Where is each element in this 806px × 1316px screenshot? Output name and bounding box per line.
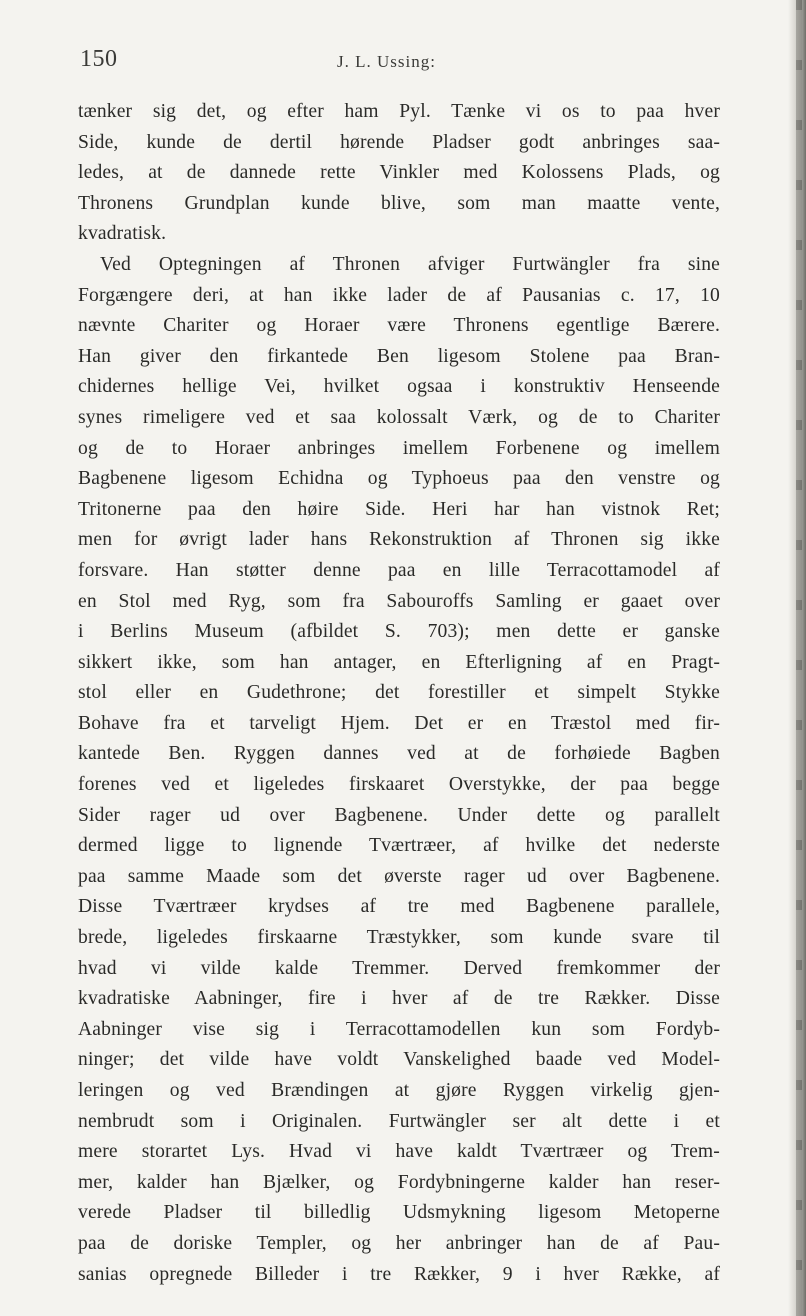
text-line: Disse Tværtræer krydses af tre med Bagbenene parallele,: [78, 896, 720, 918]
text-line: nævnte Chariter og Horaer være Thronens egentlige Bærere.: [78, 315, 720, 337]
text-line: chidernes hellige Vei, hvilket ogsaa i konstruktiv Henseende: [78, 376, 720, 398]
text-line: Bohave fra et tarveligt Hjem. Det er en Træstol med fir-: [78, 712, 720, 734]
text-line: nembrudt som i Originalen. Furtwängler ser alt dette i et: [78, 1110, 720, 1132]
text-line: ninger; det vilde have voldt Vanskelighed baade ved Model-: [78, 1049, 720, 1071]
text-line: paa samme Maade som det øverste rager ud over Bagbenene.: [78, 865, 720, 887]
text-line: og de to Horaer anbringes imellem Forbenene og imellem: [78, 437, 720, 459]
text-line: kvadratiske Aabninger, fire i hver af de tre Rækker. Disse: [78, 988, 720, 1010]
text-line: hvad vi vilde kalde Tremmer. Derved fremkommer der: [78, 957, 720, 979]
text-line: forsvare. Han støtter denne paa en lille Terracottamodel af: [78, 559, 720, 581]
text-line: verede Pladser til billedlig Udsmykning ligesom Metoperne: [78, 1202, 720, 1224]
text-line: en Stol med Ryg, som fra Sabouroffs Samling er gaaet over: [78, 590, 720, 612]
text-line: leringen og ved Brændingen at gjøre Ryggen virkelig gjen-: [78, 1080, 720, 1101]
text-line: synes rimeligere ved et saa kolossalt Værk, og de to Chariter: [78, 406, 720, 428]
text-line: ledes, at de dannede rette Vinkler med Kolossens Plads, og: [78, 162, 720, 184]
text-line: Thronens Grundplan kunde blive, som man maatte vente,: [78, 192, 720, 214]
scan-edge-shadow: [796, 0, 802, 1316]
text-line: men for øvrigt lader hans Rekonstruktion af Thronen sig ikke: [78, 529, 720, 551]
text-line: Tritonerne paa den høire Side. Heri har han vistnok Ret;: [78, 498, 720, 520]
text-line: i Berlins Museum (afbildet S. 703); men dette er ganske: [78, 621, 720, 643]
text-line: sanias opregnede Billeder i tre Rækker, 9 i hver Række, af: [78, 1263, 720, 1285]
text-line: stol eller en Gudethrone; det forestiller et simpelt Stykke: [78, 682, 720, 704]
text-line: Han giver den firkantede Ben ligesom Stolene paa Bran-: [78, 345, 720, 367]
text-line: dermed ligge to lignende Tværtræer, af hvilke det nederste: [78, 835, 720, 857]
text-line: forenes ved et ligeledes firskaaret Overstykke, der paa begge: [78, 774, 720, 796]
text-line: Bagbenene ligesom Echidna og Typhoeus paa den venstre og: [78, 468, 720, 490]
body-text: [78, 97, 720, 1290]
text-line: kvadratisk.: [78, 223, 167, 245]
running-head: J. L. Ussing:: [337, 52, 436, 71]
text-line: mere storartet Lys. Hvad vi have kaldt Tværtræer og Trem-: [78, 1141, 720, 1163]
text-line: brede, ligeledes firskaarne Træstykker, som kunde svare til: [78, 927, 720, 949]
text-line: Side, kunde de dertil hørende Pladser godt anbringes saa-: [78, 131, 720, 153]
text-line: paa de doriske Templer, og her anbringer han de af Pau-: [78, 1232, 720, 1254]
text-line: Aabninger vise sig i Terracottamodellen kun som Fordyb-: [78, 1018, 720, 1040]
text-line: Sider rager ud over Bagbenene. Under dette og parallelt: [78, 804, 720, 826]
text-line: mer, kalder han Bjælker, og Fordybningerne kalder han reser-: [78, 1171, 720, 1193]
text-line: sikkert ikke, som han antager, en Efterligning af en Pragt-: [78, 651, 720, 673]
text-line: kantede Ben. Ryggen dannes ved at de forhøiede Bagben: [78, 743, 720, 765]
page-number: 150: [80, 46, 118, 72]
paragraph-start-line: Ved Optegningen af Thronen afviger Furtwängler fra sine: [100, 253, 720, 275]
text-line: Forgængere deri, at han ikke lader de af Pausanias c. 17, 10: [78, 284, 720, 306]
text-line: tænker sig det, og efter ham Pyl. Tænke vi os to paa hver: [78, 101, 720, 122]
